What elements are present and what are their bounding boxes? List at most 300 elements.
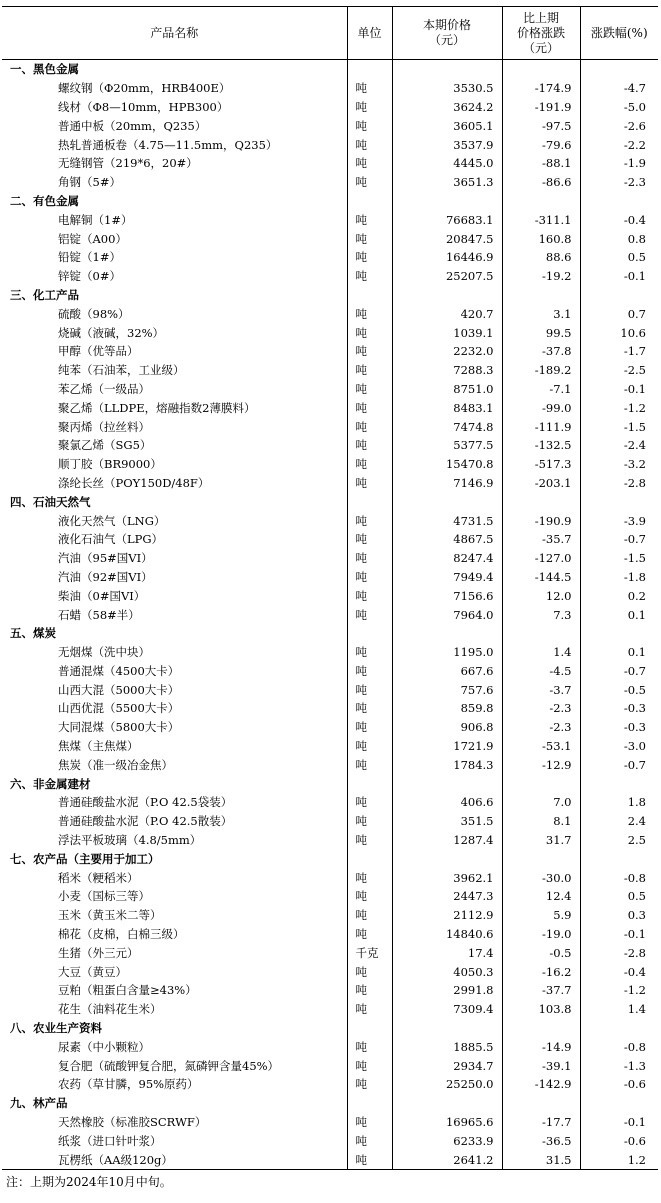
product-name: 大同混煤（5800大卡） [58, 720, 180, 735]
header-product-name: 产品名称 [2, 7, 347, 60]
product-name: 纯苯（石油苯，工业级） [58, 363, 185, 378]
unit-cell: 吨 [347, 323, 392, 342]
pct-cell: -0.1 [580, 1113, 658, 1132]
product-name: 螺纹钢（Φ20mm，HRB400E） [58, 81, 231, 96]
product-name: 豆粕（粗蛋白含量≥43%） [58, 983, 197, 998]
unit-cell [347, 286, 392, 305]
change-cell: -19.0 [502, 925, 580, 944]
unit-cell: 吨 [347, 1037, 392, 1056]
product-name: 铝锭（A00） [58, 231, 127, 246]
change-cell: 8.1 [502, 812, 580, 831]
change-cell: 103.8 [502, 1000, 580, 1019]
price-cell: 14840.6 [392, 925, 502, 944]
table-row [2, 455, 658, 474]
change-cell: -36.5 [502, 1131, 580, 1150]
change-cell: -517.3 [502, 455, 580, 474]
change-cell: -19.2 [502, 267, 580, 286]
pct-cell: -0.6 [580, 1075, 658, 1094]
product-name: 热轧普通板卷（4.75—11.5mm，Q235） [58, 137, 278, 152]
table-row [2, 210, 658, 229]
price-cell: 17.4 [392, 943, 502, 962]
header-price-line1: 本期价格 [422, 18, 471, 32]
table-row [2, 380, 658, 399]
price-cell: 25250.0 [392, 1075, 502, 1094]
unit-cell: 吨 [347, 906, 392, 925]
price-cell [392, 60, 502, 79]
pct-cell [580, 492, 658, 511]
product-name: 农药（草甘膦，95%原药） [58, 1077, 199, 1092]
change-cell: -127.0 [502, 549, 580, 568]
table-row [2, 755, 658, 774]
unit-cell [347, 624, 392, 643]
category-name: 八、农业生产资料 [10, 1021, 102, 1036]
table-row [2, 323, 658, 342]
unit-cell: 吨 [347, 173, 392, 192]
change-cell: -37.8 [502, 342, 580, 361]
change-cell [502, 1094, 580, 1113]
pct-cell [580, 60, 658, 79]
change-cell: -39.1 [502, 1056, 580, 1075]
product-name: 液化天然气（LNG） [58, 513, 166, 528]
product-name: 汽油（92#国VI） [58, 569, 153, 584]
unit-cell: 吨 [347, 1113, 392, 1132]
price-cell: 1195.0 [392, 643, 502, 662]
product-name: 焦煤（主焦煤） [58, 739, 139, 754]
table-row [2, 981, 658, 1000]
price-cell: 4867.5 [392, 530, 502, 549]
change-cell: -4.5 [502, 662, 580, 681]
table-row [2, 154, 658, 173]
table-row [2, 173, 658, 192]
product-name: 焦炭（准一级冶金焦） [58, 757, 173, 772]
change-cell: 31.7 [502, 831, 580, 850]
price-cell: 3962.1 [392, 868, 502, 887]
change-cell [502, 286, 580, 305]
change-cell: 3.1 [502, 304, 580, 323]
table-row [2, 267, 658, 286]
pct-cell: -0.4 [580, 210, 658, 229]
pct-cell: 1.2 [580, 1150, 658, 1169]
category-row [2, 492, 658, 511]
change-cell: -12.9 [502, 755, 580, 774]
price-cell: 6233.9 [392, 1131, 502, 1150]
category-row [2, 192, 658, 211]
price-cell: 757.6 [392, 680, 502, 699]
pct-cell: -4.7 [580, 79, 658, 98]
price-cell: 406.6 [392, 793, 502, 812]
price-cell: 667.6 [392, 662, 502, 681]
change-cell: -3.7 [502, 680, 580, 699]
unit-cell: 吨 [347, 398, 392, 417]
price-cell: 3651.3 [392, 173, 502, 192]
table-row [2, 643, 658, 662]
change-cell: -190.9 [502, 511, 580, 530]
unit-cell: 吨 [347, 79, 392, 98]
pct-cell: 0.5 [580, 887, 658, 906]
price-cell [392, 624, 502, 643]
price-cell: 7146.9 [392, 474, 502, 493]
price-table-document [0, 6, 661, 1190]
pct-cell: -1.3 [580, 1056, 658, 1075]
pct-cell: 2.5 [580, 831, 658, 850]
unit-cell: 吨 [347, 361, 392, 380]
price-cell: 15470.8 [392, 455, 502, 474]
pct-cell: 0.8 [580, 229, 658, 248]
price-cell: 7474.8 [392, 417, 502, 436]
pct-cell: -0.6 [580, 1131, 658, 1150]
table-row [2, 962, 658, 981]
product-name: 山西大混（5000大卡） [58, 682, 180, 697]
product-name: 纸浆（进口针叶浆） [58, 1133, 162, 1148]
table-row [2, 1056, 658, 1075]
table-row [2, 1131, 658, 1150]
unit-cell: 吨 [347, 98, 392, 117]
price-cell: 3537.9 [392, 135, 502, 154]
pct-cell: -1.7 [580, 342, 658, 361]
change-cell: -97.5 [502, 116, 580, 135]
unit-cell: 吨 [347, 1075, 392, 1094]
change-cell: -7.1 [502, 380, 580, 399]
change-cell: 88.6 [502, 248, 580, 267]
change-cell: -14.9 [502, 1037, 580, 1056]
category-name: 七、农产品（主要用于加工） [10, 851, 160, 866]
unit-cell: 吨 [347, 643, 392, 662]
pct-cell: -5.0 [580, 98, 658, 117]
category-name: 九、林产品 [10, 1096, 68, 1111]
pct-cell [580, 774, 658, 793]
change-cell: 160.8 [502, 229, 580, 248]
table-row [2, 229, 658, 248]
unit-cell: 吨 [347, 474, 392, 493]
category-name: 三、化工产品 [10, 287, 79, 302]
table-row [2, 1150, 658, 1169]
table-row [2, 943, 658, 962]
table-row [2, 812, 658, 831]
table-row [2, 398, 658, 417]
unit-cell: 吨 [347, 831, 392, 850]
table-row [2, 718, 658, 737]
change-cell: 7.3 [502, 605, 580, 624]
unit-cell: 吨 [347, 605, 392, 624]
product-name: 尿素（中小颗粒） [58, 1039, 150, 1054]
product-name: 浮法平板玻璃（4.8/5mm） [58, 833, 202, 848]
price-cell: 2447.3 [392, 887, 502, 906]
price-cell [392, 1019, 502, 1038]
pct-cell: -0.1 [580, 267, 658, 286]
pct-cell: -1.9 [580, 154, 658, 173]
product-name: 铅锭（1#） [58, 250, 121, 265]
price-cell: 8483.1 [392, 398, 502, 417]
header-change [502, 7, 580, 60]
unit-cell: 吨 [347, 455, 392, 474]
change-cell [502, 492, 580, 511]
pct-cell: -2.8 [580, 474, 658, 493]
unit-cell: 吨 [347, 568, 392, 587]
product-name: 涤纶长丝（POY150D/48F） [58, 475, 210, 490]
price-cell: 351.5 [392, 812, 502, 831]
price-cell: 5377.5 [392, 436, 502, 455]
change-cell: 12.0 [502, 586, 580, 605]
change-cell: -142.9 [502, 1075, 580, 1094]
unit-cell: 吨 [347, 417, 392, 436]
unit-cell: 吨 [347, 699, 392, 718]
price-cell: 2934.7 [392, 1056, 502, 1075]
pct-cell [580, 849, 658, 868]
unit-cell: 吨 [347, 248, 392, 267]
header-pct: 涨跌幅(%) [580, 7, 658, 60]
product-name: 聚丙烯（拉丝料） [58, 419, 150, 434]
header-price-line2: （元） [428, 33, 465, 47]
price-cell: 7964.0 [392, 605, 502, 624]
price-cell: 2641.2 [392, 1150, 502, 1169]
header-change-line2: 价格涨跌 [516, 25, 565, 40]
table-row [2, 417, 658, 436]
pct-cell: 1.4 [580, 1000, 658, 1019]
pct-cell: -0.1 [580, 380, 658, 399]
product-name: 硫酸（98%） [58, 306, 130, 321]
unit-cell: 吨 [347, 812, 392, 831]
table-row [2, 474, 658, 493]
unit-cell: 吨 [347, 511, 392, 530]
pct-cell: 1.8 [580, 793, 658, 812]
unit-cell: 吨 [347, 793, 392, 812]
change-cell [502, 774, 580, 793]
product-name: 聚乙烯（LLDPE，熔融指数2薄膜料） [58, 400, 256, 415]
category-name: 一、黑色金属 [10, 62, 79, 77]
product-name: 液化石油气（LPG） [58, 532, 164, 547]
product-name: 苯乙烯（一级品） [58, 381, 150, 396]
table-row [2, 1075, 658, 1094]
product-name: 山西优混（5500大卡） [58, 701, 180, 716]
pct-cell: -3.0 [580, 737, 658, 756]
footnote: 注：上期为2024年10月中旬。 [6, 1175, 172, 1190]
unit-cell [347, 60, 392, 79]
pct-cell: -0.7 [580, 662, 658, 681]
pct-cell: 0.1 [580, 643, 658, 662]
price-cell: 2232.0 [392, 342, 502, 361]
product-name: 小麦（国标三等） [58, 889, 150, 904]
change-cell: -86.6 [502, 173, 580, 192]
product-name: 无烟煤（洗中块） [58, 645, 150, 660]
table-row [2, 925, 658, 944]
change-cell: 31.5 [502, 1150, 580, 1169]
price-cell: 2991.8 [392, 981, 502, 1000]
unit-cell [347, 849, 392, 868]
category-name: 五、煤炭 [10, 626, 56, 641]
product-name: 线材（Φ8—10mm，HPB300） [58, 99, 229, 114]
table-row [2, 1037, 658, 1056]
pct-cell: -0.8 [580, 1037, 658, 1056]
unit-cell: 吨 [347, 737, 392, 756]
change-cell: 7.0 [502, 793, 580, 812]
table-row [2, 699, 658, 718]
table-row [2, 361, 658, 380]
change-cell: 1.4 [502, 643, 580, 662]
pct-cell: -2.5 [580, 361, 658, 380]
unit-cell: 吨 [347, 718, 392, 737]
pct-cell: 0.2 [580, 586, 658, 605]
product-name: 烧碱（液碱，32%） [58, 325, 165, 340]
pct-cell [580, 286, 658, 305]
change-cell: -0.5 [502, 943, 580, 962]
unit-cell [347, 1019, 392, 1038]
table-row [2, 793, 658, 812]
table-row [2, 549, 658, 568]
change-cell: -79.6 [502, 135, 580, 154]
product-name: 瓦楞纸（AA级120g） [2, 1150, 347, 1169]
pct-cell: 2.4 [580, 812, 658, 831]
product-name: 普通混煤（4500大卡） [58, 663, 180, 678]
price-cell: 1039.1 [392, 323, 502, 342]
price-cell: 1784.3 [392, 755, 502, 774]
unit-cell: 千克 [347, 943, 392, 962]
category-row [2, 60, 658, 79]
category-name: 四、石油天然气 [10, 494, 91, 509]
unit-cell: 吨 [347, 755, 392, 774]
table-row [2, 436, 658, 455]
price-cell [392, 192, 502, 211]
product-name: 大豆（黄豆） [58, 964, 127, 979]
table-row [2, 135, 658, 154]
pct-cell: -1.5 [580, 417, 658, 436]
product-name: 无缝钢管（219*6，20#） [58, 156, 198, 171]
pct-cell: -1.8 [580, 568, 658, 587]
product-name: 柴油（0#国VI） [58, 588, 146, 603]
unit-cell: 吨 [347, 1000, 392, 1019]
change-cell: -53.1 [502, 737, 580, 756]
pct-cell: -2.4 [580, 436, 658, 455]
change-cell: -2.3 [502, 718, 580, 737]
pct-cell: -2.8 [580, 943, 658, 962]
pct-cell: -2.6 [580, 116, 658, 135]
unit-cell: 吨 [347, 304, 392, 323]
change-cell: -16.2 [502, 962, 580, 981]
pct-cell [580, 624, 658, 643]
change-cell: -203.1 [502, 474, 580, 493]
product-name: 顺丁胶（BR9000） [58, 457, 162, 472]
unit-cell: 吨 [347, 436, 392, 455]
change-cell [502, 60, 580, 79]
unit-cell: 吨 [347, 154, 392, 173]
product-name: 棉花（皮棉，白棉三级） [58, 927, 185, 942]
price-cell: 8751.0 [392, 380, 502, 399]
unit-cell: 吨 [347, 962, 392, 981]
price-cell [392, 1094, 502, 1113]
change-cell: -191.9 [502, 98, 580, 117]
price-cell: 2112.9 [392, 906, 502, 925]
product-name: 普通中板（20mm，Q235） [58, 118, 207, 133]
price-cell: 420.7 [392, 304, 502, 323]
price-cell: 8247.4 [392, 549, 502, 568]
unit-cell: 吨 [347, 1131, 392, 1150]
product-name: 聚氯乙烯（SG5） [58, 438, 152, 453]
price-cell: 7156.6 [392, 586, 502, 605]
category-row [2, 286, 658, 305]
unit-cell: 吨 [347, 925, 392, 944]
table-row [2, 304, 658, 323]
category-row [2, 774, 658, 793]
price-cell: 1287.4 [392, 831, 502, 850]
table-header [2, 7, 658, 60]
pct-cell: 0.3 [580, 906, 658, 925]
header-change-line1: 比上期 [522, 10, 559, 25]
price-table [2, 6, 658, 1170]
unit-cell: 吨 [347, 981, 392, 1000]
unit-cell: 吨 [347, 380, 392, 399]
pct-cell: -0.4 [580, 962, 658, 981]
price-cell: 16965.6 [392, 1113, 502, 1132]
unit-cell: 吨 [347, 530, 392, 549]
change-cell: -174.9 [502, 79, 580, 98]
pct-cell: -1.2 [580, 981, 658, 1000]
table-row [2, 868, 658, 887]
unit-cell: 吨 [347, 549, 392, 568]
table-row [2, 906, 658, 925]
product-name: 复合肥（硫酸钾复合肥，氮磷钾含量45%） [58, 1058, 280, 1073]
change-cell: -88.1 [502, 154, 580, 173]
table-row [2, 586, 658, 605]
unit-cell [347, 492, 392, 511]
pct-cell: -0.3 [580, 718, 658, 737]
unit-cell: 吨 [347, 662, 392, 681]
price-cell: 3624.2 [392, 98, 502, 117]
price-cell: 859.8 [392, 699, 502, 718]
category-row [2, 624, 658, 643]
product-name: 天然橡胶（标准胶SCRWF） [58, 1115, 207, 1130]
table-row [2, 662, 658, 681]
product-name: 花生（油料花生米） [58, 1002, 162, 1017]
unit-cell: 吨 [347, 1150, 392, 1169]
unit-cell [347, 774, 392, 793]
change-cell: -17.7 [502, 1113, 580, 1132]
product-name: 甲醇（优等品） [58, 344, 139, 359]
change-cell: -30.0 [502, 868, 580, 887]
change-cell: -189.2 [502, 361, 580, 380]
table-row [2, 98, 658, 117]
pct-cell: 0.1 [580, 605, 658, 624]
table-row [2, 1000, 658, 1019]
table-row [2, 831, 658, 850]
price-cell: 76683.1 [392, 210, 502, 229]
price-cell: 25207.5 [392, 267, 502, 286]
price-cell: 20847.5 [392, 229, 502, 248]
header-price [392, 7, 502, 60]
product-name: 汽油（95#国VI） [58, 551, 153, 566]
unit-cell: 吨 [347, 1056, 392, 1075]
change-cell: -111.9 [502, 417, 580, 436]
pct-cell: -2.3 [580, 173, 658, 192]
pct-cell [580, 1094, 658, 1113]
pct-cell: -2.2 [580, 135, 658, 154]
change-cell: 5.9 [502, 906, 580, 925]
product-name: 普通硅酸盐水泥（P.O 42.5散装） [58, 814, 233, 829]
unit-cell: 吨 [347, 135, 392, 154]
unit-cell: 吨 [347, 229, 392, 248]
price-cell: 7309.4 [392, 1000, 502, 1019]
change-cell [502, 192, 580, 211]
category-row [2, 849, 658, 868]
unit-cell: 吨 [347, 586, 392, 605]
change-cell [502, 849, 580, 868]
unit-cell [347, 1094, 392, 1113]
category-name: 六、非金属建材 [10, 776, 91, 791]
price-cell: 4445.0 [392, 154, 502, 173]
pct-cell: -0.7 [580, 530, 658, 549]
table-row [2, 737, 658, 756]
table-row [2, 116, 658, 135]
pct-cell [580, 1019, 658, 1038]
change-cell [502, 1019, 580, 1038]
